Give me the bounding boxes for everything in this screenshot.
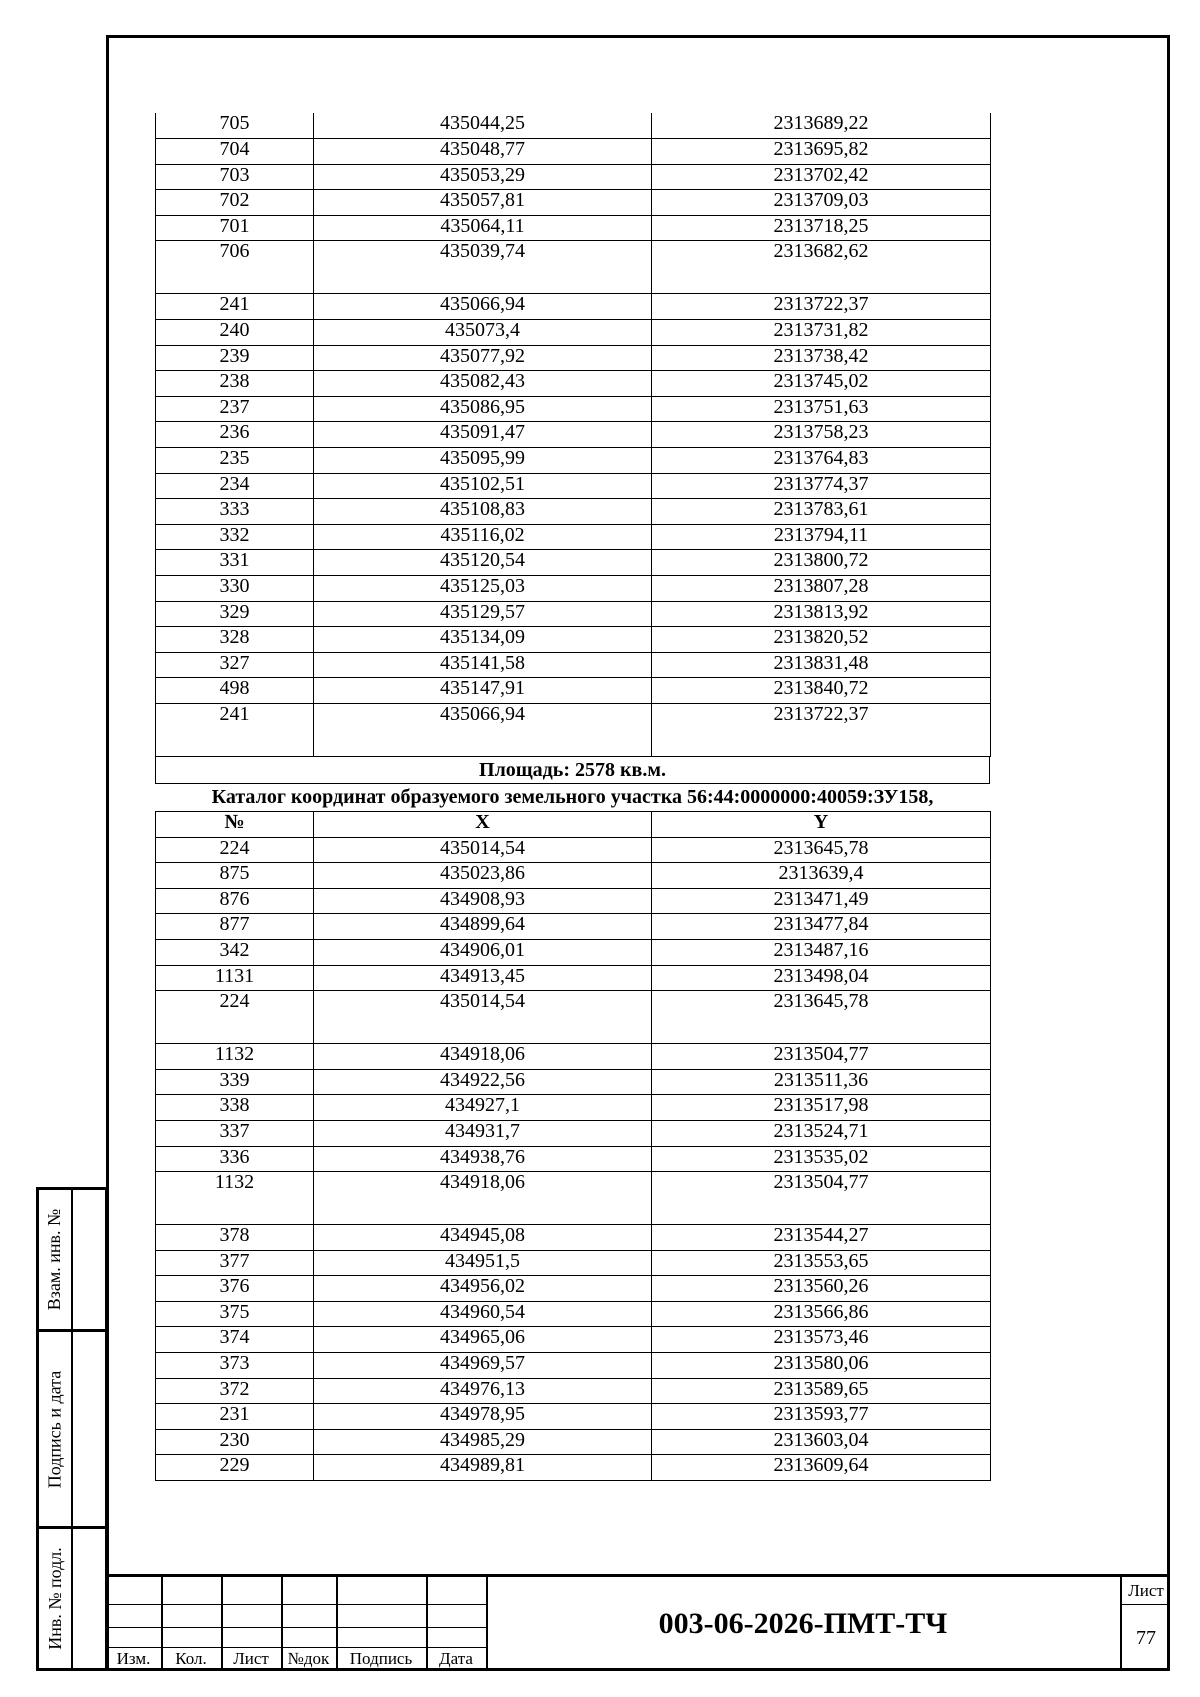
point-number: 332 [156, 524, 314, 550]
table-row [156, 1120, 991, 1146]
x-coordinate: 435108,83 [314, 499, 652, 525]
x-coordinate: 434918,06 [314, 1044, 652, 1070]
point-number: 701 [156, 215, 314, 241]
point-number: 876 [156, 888, 314, 914]
table-row [156, 1301, 991, 1327]
point-number: 877 [156, 914, 314, 940]
table-row [156, 422, 991, 448]
table-row [156, 499, 991, 525]
table-row [156, 1276, 991, 1302]
point-number: 373 [156, 1353, 314, 1379]
point-number: 239 [156, 345, 314, 371]
x-coordinate: 435116,02 [314, 524, 652, 550]
col-data: Дата [439, 1649, 473, 1668]
point-number: 241 [156, 703, 314, 756]
table-row [156, 991, 991, 1044]
y-coordinate: 2313807,28 [652, 576, 991, 602]
catalog-title: Каталог координат образуемого земельного участка 56:44:0000000:40059:ЗУ158, [211, 785, 934, 808]
y-coordinate: 2313751,63 [652, 396, 991, 422]
x-coordinate: 435120,54 [314, 550, 652, 576]
x-coordinate: 434989,81 [314, 1455, 652, 1481]
y-coordinate: 2313774,37 [652, 473, 991, 499]
coordinates-table-2 [155, 811, 991, 1481]
x-coordinate: 434908,93 [314, 888, 652, 914]
y-coordinate: 2313800,72 [652, 550, 991, 576]
point-number: 703 [156, 164, 314, 190]
table-row [156, 550, 991, 576]
table-row [156, 1455, 991, 1481]
x-coordinate: 434922,56 [314, 1069, 652, 1095]
x-coordinate: 435039,74 [314, 241, 652, 294]
point-number: 235 [156, 448, 314, 474]
point-number: 498 [156, 678, 314, 704]
x-coordinate: 435091,47 [314, 422, 652, 448]
table-row [156, 1044, 991, 1070]
point-number: 230 [156, 1429, 314, 1455]
point-number: 875 [156, 863, 314, 889]
table-row [156, 1146, 991, 1172]
x-coordinate: 434906,01 [314, 939, 652, 965]
table-row [156, 1095, 991, 1121]
table-row [156, 215, 991, 241]
y-coordinate: 2313544,27 [652, 1225, 991, 1251]
point-number: 236 [156, 422, 314, 448]
side-label-inv: Инв. № подл. [44, 1547, 65, 1650]
table-row [156, 241, 991, 294]
side-label-vzam: Взам. инв. № [44, 1208, 65, 1311]
y-coordinate: 2313689,22 [652, 113, 991, 139]
coordinates-content [155, 113, 990, 1481]
y-coordinate: 2313722,37 [652, 703, 991, 756]
x-coordinate: 435048,77 [314, 139, 652, 165]
point-number: 338 [156, 1095, 314, 1121]
point-number: 374 [156, 1327, 314, 1353]
point-number: 330 [156, 576, 314, 602]
x-coordinate: 435129,57 [314, 601, 652, 627]
side-stamp-podpis [36, 1329, 108, 1529]
y-coordinate: 2313645,78 [652, 837, 991, 863]
x-coordinate: 435147,91 [314, 678, 652, 704]
table-row [156, 601, 991, 627]
point-number: 237 [156, 396, 314, 422]
y-coordinate: 2313511,36 [652, 1069, 991, 1095]
point-number: 705 [156, 113, 314, 139]
y-coordinate: 2313589,65 [652, 1378, 991, 1404]
y-coordinate: 2313477,84 [652, 914, 991, 940]
point-number: 704 [156, 139, 314, 165]
table-row [156, 1069, 991, 1095]
y-coordinate: 2313764,83 [652, 448, 991, 474]
point-number: 336 [156, 1146, 314, 1172]
table-row [156, 524, 991, 550]
x-coordinate: 434985,29 [314, 1429, 652, 1455]
y-coordinate: 2313682,62 [652, 241, 991, 294]
header-number: № [156, 811, 314, 837]
point-number: 706 [156, 241, 314, 294]
side-stamp-vzam [36, 1187, 108, 1332]
x-coordinate: 435134,09 [314, 627, 652, 653]
table-row [156, 1250, 991, 1276]
point-number: 378 [156, 1225, 314, 1251]
point-number: 229 [156, 1455, 314, 1481]
table-row [156, 345, 991, 371]
table-row [156, 396, 991, 422]
y-coordinate: 2313593,77 [652, 1404, 991, 1430]
table-row [156, 190, 991, 216]
y-coordinate: 2313639,4 [652, 863, 991, 889]
point-number: 331 [156, 550, 314, 576]
y-coordinate: 2313794,11 [652, 524, 991, 550]
sheet-label: Лист [1122, 1577, 1170, 1605]
y-coordinate: 2313813,92 [652, 601, 991, 627]
x-coordinate: 434951,5 [314, 1250, 652, 1276]
point-number: 329 [156, 601, 314, 627]
table-row [156, 837, 991, 863]
x-coordinate: 435073,4 [314, 320, 652, 346]
x-coordinate: 435064,11 [314, 215, 652, 241]
y-coordinate: 2313487,16 [652, 939, 991, 965]
x-coordinate: 434965,06 [314, 1327, 652, 1353]
y-coordinate: 2313566,86 [652, 1301, 991, 1327]
y-coordinate: 2313471,49 [652, 888, 991, 914]
y-coordinate: 2313580,06 [652, 1353, 991, 1379]
table-row [156, 703, 991, 756]
point-number: 231 [156, 1404, 314, 1430]
x-coordinate: 434938,76 [314, 1146, 652, 1172]
y-coordinate: 2313609,64 [652, 1455, 991, 1481]
table-row [156, 113, 991, 139]
x-coordinate: 434899,64 [314, 914, 652, 940]
col-ndok: №док [287, 1649, 330, 1668]
point-number: 238 [156, 371, 314, 397]
x-coordinate: 435014,54 [314, 991, 652, 1044]
table-row [156, 448, 991, 474]
table-row [156, 294, 991, 320]
table-header-row [156, 811, 991, 837]
sheet-number: 77 [1136, 1627, 1156, 1649]
side-label-podpis: Подпись и дата [44, 1370, 65, 1488]
y-coordinate: 2313504,77 [652, 1172, 991, 1225]
table-row [156, 1429, 991, 1455]
point-number: 375 [156, 1301, 314, 1327]
y-coordinate: 2313553,65 [652, 1250, 991, 1276]
y-coordinate: 2313783,61 [652, 499, 991, 525]
table-row [156, 473, 991, 499]
table-row [156, 320, 991, 346]
point-number: 234 [156, 473, 314, 499]
point-number: 1131 [156, 965, 314, 991]
point-number: 372 [156, 1378, 314, 1404]
header-y: Y [652, 811, 991, 837]
x-coordinate: 435086,95 [314, 396, 652, 422]
table-row [156, 1404, 991, 1430]
document-code: 003-06-2026-ПМТ-ТЧ [658, 1607, 948, 1640]
x-coordinate: 435057,81 [314, 190, 652, 216]
table-row [156, 1172, 991, 1225]
point-number: 240 [156, 320, 314, 346]
col-kol: Кол. [175, 1649, 207, 1668]
side-stamp-inv [36, 1526, 108, 1671]
y-coordinate: 2313524,71 [652, 1120, 991, 1146]
x-coordinate: 435082,43 [314, 371, 652, 397]
y-coordinate: 2313702,42 [652, 164, 991, 190]
point-number: 376 [156, 1276, 314, 1302]
y-coordinate: 2313498,04 [652, 965, 991, 991]
table-row [156, 863, 991, 889]
header-x: X [314, 811, 652, 837]
table-row [156, 888, 991, 914]
table-row [156, 139, 991, 165]
x-coordinate: 434978,95 [314, 1404, 652, 1430]
x-coordinate: 434945,08 [314, 1225, 652, 1251]
y-coordinate: 2313517,98 [652, 1095, 991, 1121]
table-row [156, 627, 991, 653]
point-number: 339 [156, 1069, 314, 1095]
y-coordinate: 2313645,78 [652, 991, 991, 1044]
table-row [156, 371, 991, 397]
x-coordinate: 434976,13 [314, 1378, 652, 1404]
table-row [156, 965, 991, 991]
y-coordinate: 2313840,72 [652, 678, 991, 704]
title-block [106, 1574, 1170, 1671]
x-coordinate: 435023,86 [314, 863, 652, 889]
y-coordinate: 2313560,26 [652, 1276, 991, 1302]
y-coordinate: 2313745,02 [652, 371, 991, 397]
y-coordinate: 2313709,03 [652, 190, 991, 216]
coordinates-table-1 [155, 113, 991, 757]
y-coordinate: 2313535,02 [652, 1146, 991, 1172]
y-coordinate: 2313758,23 [652, 422, 991, 448]
x-coordinate: 435066,94 [314, 294, 652, 320]
table-row [156, 1327, 991, 1353]
x-coordinate: 435125,03 [314, 576, 652, 602]
x-coordinate: 435066,94 [314, 703, 652, 756]
x-coordinate: 434931,7 [314, 1120, 652, 1146]
y-coordinate: 2313820,52 [652, 627, 991, 653]
x-coordinate: 434918,06 [314, 1172, 652, 1225]
y-coordinate: 2313573,46 [652, 1327, 991, 1353]
x-coordinate: 434927,1 [314, 1095, 652, 1121]
y-coordinate: 2313831,48 [652, 652, 991, 678]
y-coordinate: 2313718,25 [652, 215, 991, 241]
area-label: Площадь: 2578 кв.м. [155, 757, 990, 784]
point-number: 224 [156, 837, 314, 863]
point-number: 224 [156, 991, 314, 1044]
point-number: 241 [156, 294, 314, 320]
table-row [156, 164, 991, 190]
point-number: 1132 [156, 1172, 314, 1225]
y-coordinate: 2313738,42 [652, 345, 991, 371]
x-coordinate: 435141,58 [314, 652, 652, 678]
point-number: 333 [156, 499, 314, 525]
x-coordinate: 434960,54 [314, 1301, 652, 1327]
x-coordinate: 434956,02 [314, 1276, 652, 1302]
point-number: 702 [156, 190, 314, 216]
table-row [156, 914, 991, 940]
point-number: 328 [156, 627, 314, 653]
y-coordinate: 2313731,82 [652, 320, 991, 346]
x-coordinate: 435014,54 [314, 837, 652, 863]
point-number: 377 [156, 1250, 314, 1276]
col-izm: Изм. [116, 1649, 151, 1668]
table-row [156, 652, 991, 678]
y-coordinate: 2313603,04 [652, 1429, 991, 1455]
x-coordinate: 435077,92 [314, 345, 652, 371]
x-coordinate: 435044,25 [314, 113, 652, 139]
x-coordinate: 434969,57 [314, 1353, 652, 1379]
point-number: 337 [156, 1120, 314, 1146]
x-coordinate: 435095,99 [314, 448, 652, 474]
y-coordinate: 2313695,82 [652, 139, 991, 165]
point-number: 327 [156, 652, 314, 678]
col-list: Лист [233, 1649, 269, 1668]
point-number: 342 [156, 939, 314, 965]
col-podpis: Подпись [349, 1649, 413, 1668]
x-coordinate: 435053,29 [314, 164, 652, 190]
table-row [156, 1378, 991, 1404]
table-row [156, 576, 991, 602]
x-coordinate: 435102,51 [314, 473, 652, 499]
sheet-box [1120, 1577, 1170, 1671]
point-number: 1132 [156, 1044, 314, 1070]
table-row [156, 678, 991, 704]
y-coordinate: 2313504,77 [652, 1044, 991, 1070]
y-coordinate: 2313722,37 [652, 294, 991, 320]
table-row [156, 1353, 991, 1379]
table-row [156, 1225, 991, 1251]
x-coordinate: 434913,45 [314, 965, 652, 991]
table-row [156, 939, 991, 965]
